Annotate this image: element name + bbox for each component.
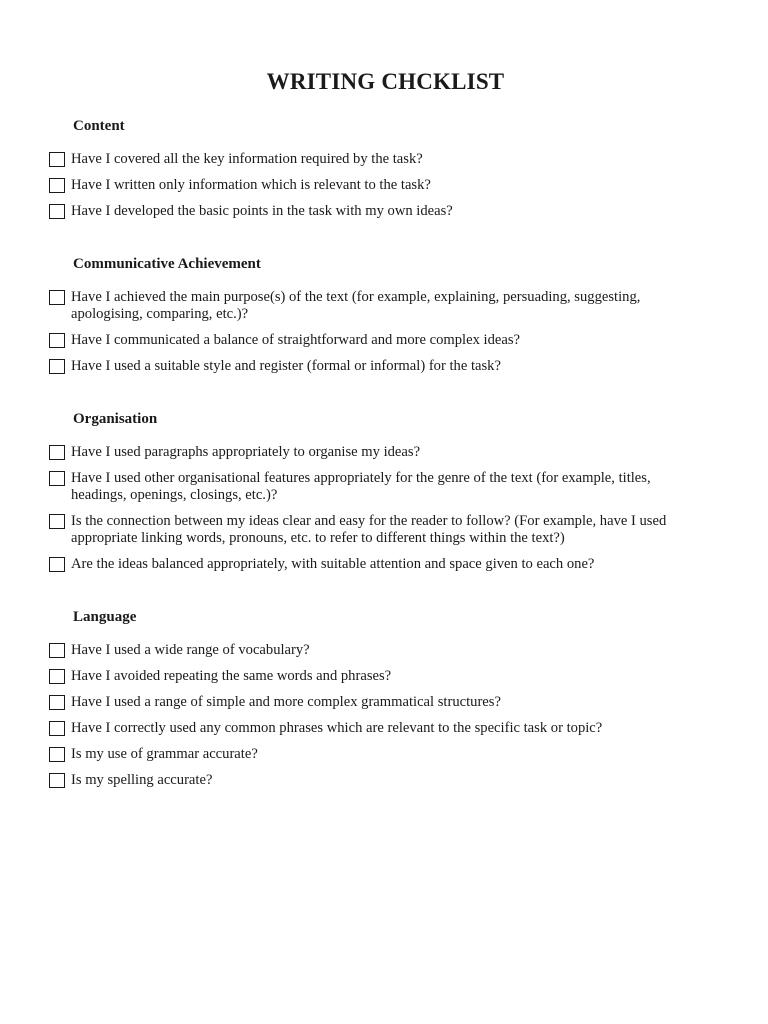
checkbox[interactable] [49, 721, 65, 736]
section-heading: Language [73, 609, 137, 625]
checklist-item [49, 746, 708, 763]
checkbox[interactable] [49, 290, 65, 305]
checklist-item-label: Have I developed the basic points in the task with my own ideas? [71, 203, 453, 219]
checklist-item-label: Is my spelling accurate? [71, 772, 213, 788]
checklist-item-label: Have I avoided repeating the same words and phrases? [71, 668, 392, 684]
checklist-item-label: Have I written only information which is relevant to the task? [71, 177, 431, 193]
checklist-item-label: Have I communicated a balance of straightforward and more complex ideas? [71, 332, 520, 348]
checkbox[interactable] [49, 333, 65, 348]
checklist-item-label: Is the connection between my ideas clear and easy for the reader to follow? (For example, have I used appropriate linking words, pronouns, etc. to refer to different things within the text?) [71, 513, 667, 546]
checklist-item-label: Have I covered all the key information required by the task? [71, 151, 423, 167]
checkbox[interactable] [49, 152, 65, 167]
checkbox[interactable] [49, 747, 65, 762]
checklist-item [49, 151, 708, 168]
checklist-items [49, 642, 708, 789]
checklist-item [49, 772, 708, 789]
section-content [49, 117, 708, 220]
section-organisation [49, 410, 708, 573]
checklist-item [49, 203, 708, 220]
section-heading: Communicative Achievement [73, 256, 261, 272]
checkbox[interactable] [49, 178, 65, 193]
section-heading: Organisation [73, 411, 158, 427]
checklist-item-label: Have I used other organisational features appropriately for the genre of the text (for example, titles, headings, openings, closings, etc.)? [71, 470, 651, 503]
checklist-item [49, 289, 708, 323]
checklist-item-label: Have I used a suitable style and register (formal or informal) for the task? [71, 358, 501, 374]
checklist-item [49, 470, 708, 504]
checklist-item-label: Have I correctly used any common phrases which are relevant to the specific task or topic? [71, 720, 603, 736]
checklist-item-label: Are the ideas balanced appropriately, with suitable attention and space given to each one? [71, 556, 595, 572]
section-language [49, 608, 708, 789]
checkbox[interactable] [49, 445, 65, 460]
checklist-item [49, 177, 708, 194]
checklist-item-label: Have I used a range of simple and more complex grammatical structures? [71, 694, 501, 710]
checklist-item-label: Have I used a wide range of vocabulary? [71, 642, 310, 658]
checkbox[interactable] [49, 695, 65, 710]
checklist-item [49, 332, 708, 349]
checkbox[interactable] [49, 514, 65, 529]
section-heading: Content [73, 118, 125, 134]
checklist-item [49, 642, 708, 659]
checklist-item [49, 513, 708, 547]
checklist-item-label: Have I used paragraphs appropriately to organise my ideas? [71, 444, 421, 460]
checklist-items [49, 289, 708, 375]
checklist-item-label: Is my use of grammar accurate? [71, 746, 258, 762]
page-title: WRITING CHCKLIST [266, 69, 505, 94]
checklist-items [49, 151, 708, 220]
checklist-item [49, 694, 708, 711]
checkbox[interactable] [49, 359, 65, 374]
checklist-item [49, 444, 708, 461]
section-communicative-achievement [49, 255, 708, 375]
checklist-items [49, 444, 708, 573]
checkbox[interactable] [49, 557, 65, 572]
checklist-item [49, 668, 708, 685]
checklist-item [49, 556, 708, 573]
checkbox[interactable] [49, 204, 65, 219]
checkbox[interactable] [49, 773, 65, 788]
checklist-item [49, 720, 708, 737]
checklist-item-label: Have I achieved the main purpose(s) of the text (for example, explaining, persuading, suggesting, apologising, comparing, etc.)? [71, 289, 641, 322]
checkbox[interactable] [49, 669, 65, 684]
checklist-item [49, 358, 708, 375]
checkbox[interactable] [49, 643, 65, 658]
checkbox[interactable] [49, 471, 65, 486]
